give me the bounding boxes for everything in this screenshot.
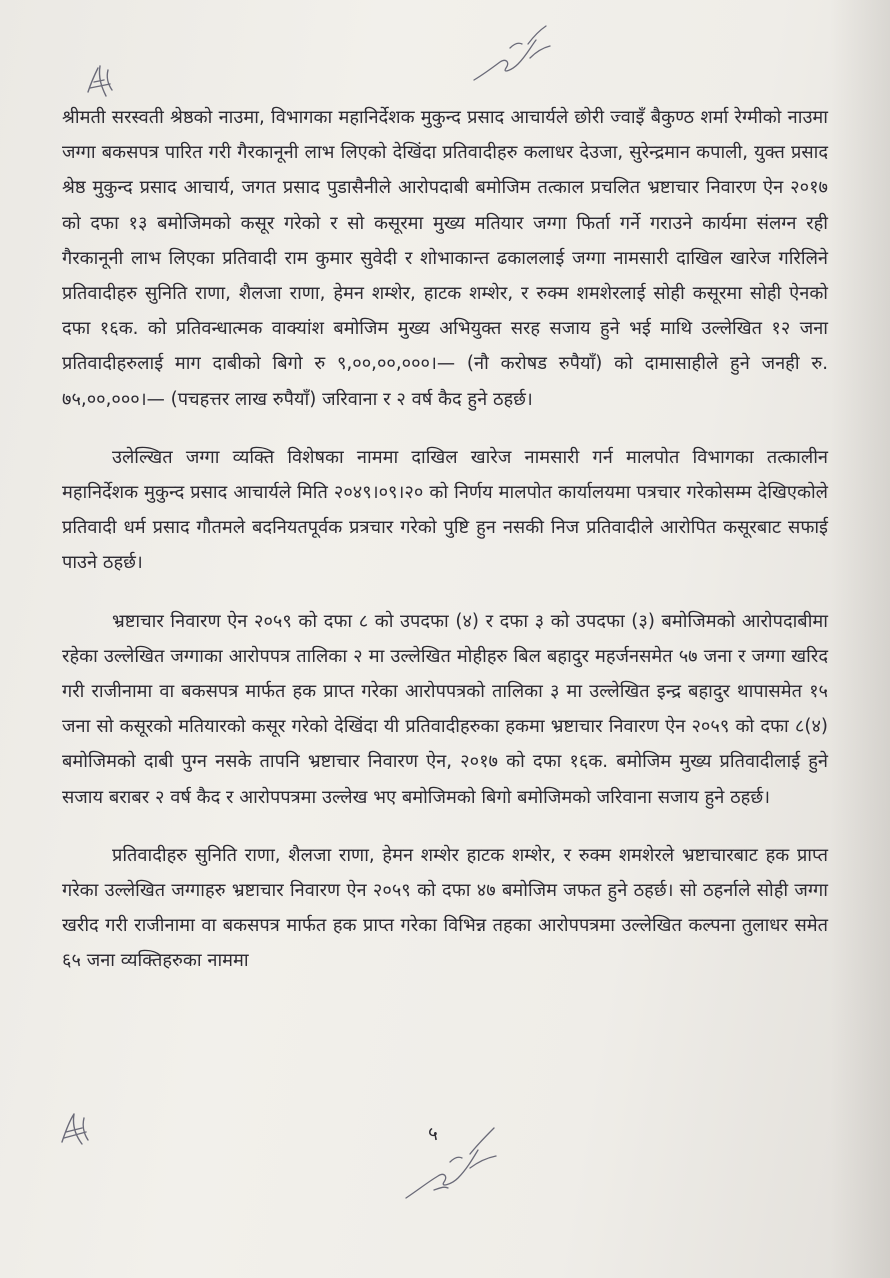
signature-top <box>470 18 560 88</box>
paragraph-4: प्रतिवादीहरु सुनिति राणा, शैलजा राणा, हेमन शम्शेर हाटक शम्शेर, र रुक्म शमशेरले भ्रष्टाचारबाट हक प्राप्त गरेका उल्लेखित जग्गाहरु भ्रष्टाचार निवारण ऐन २०५९ को दफा ४७ बमोजिम जफत हुने ठहर्छ। सो ठहर्नाले सोही जग्गा खरीद गरी राजीनामा वा बकसपत्र मार्फत हक प्राप्त गरेका विभिन्न तहका आरोपपत्रमा उल्लेखित कल्पना तुलाधर समेत ६५ जना व्यक्तिहरुका नाममा <box>62 844 828 972</box>
initial-mark-bottom-left <box>56 1108 96 1150</box>
initial-mark-top-left <box>82 62 122 102</box>
paragraph-2: उलेल्खित जग्गा व्यक्ति विशेषका नाममा दाखिल खारेज नामसारी गर्न मालपोत विभागका तत्कालीन महानिर्देशक मुकुन्द प्रसाद आचार्यले मिति २०४९।०९।२० को निर्णय मालपोत कार्यालयमा पत्रचार गरेकोसम्म देखिएकोले प्रतिवादी धर्म प्रसाद गौतमले बदनियतपूर्वक प्रत्रचार गरेको पुष्टि हुन नसकी निज प्रतिवादीले आरोपित कसूरबाट सफाई पाउने ठहर्छ। <box>62 446 828 574</box>
paragraph-3: भ्रष्टाचार निवारण ऐन २०५९ को दफा ८ को उपदफा (४) र दफा ३ को उपदफा (३) बमोजिमको आरोपदाबीमा रहेका उल्लेखित जग्गाका आरोपपत्र तालिका २ मा उल्लेखित मोहीहरु बिल बहादुर महर्जनसमेत ५७ जना र जग्गा खरिद गरी राजीनामा वा बकसपत्र मार्फत हक प्राप्त गरेका आरोपपत्रको तालिका ३ मा उल्लेखित इन्द्र बहादुर थापासमेत १५ जना सो कसूरको मतियारको कसूर गरेको देखिंदा यी प्रतिवादीहरुका हकमा भ्रष्टाचार निवारण ऐन २०५९ को दफा ८(४) बमोजिमको दाबी पुग्न नसके तापनि भ्रष्टाचार निवारण ऐन, २०१७ को दफा १६क. बमोजिम मुख्य प्रतिवादीलाई हुने सजाय बराबर २ वर्ष कैद र आरोपपत्रमा उल्लेख भए बमोजिमको बिगो बमोजिमको जरिवाना सजाय हुने ठहर्छ। <box>62 610 828 808</box>
page-shadow <box>830 0 890 1278</box>
paragraph-1: श्रीमती सरस्वती श्रेष्ठको नाउमा, विभागका महानिर्देशक मुकुन्द प्रसाद आचार्यले छोरी ज्वाइँ बैकुण्ठ शर्मा रेग्मीको नाउमा जग्गा बकसपत्र पारित गरी गैरकानूनी लाभ लिएको देखिंदा प्रतिवादीहरु कलाधर देउजा, सुरेन्द्रमान कपाली, युक्त प्रसाद श्रेष्ठ मुकुन्द प्रसाद आचार्य, जगत प्रसाद पुडासैनीले आरोपदाबी बमोजिम तत्काल प्रचलित भ्रष्टाचार निवारण ऐन २०१७ को दफा १३ बमोजिमको कसूर गरेको र सो कसूरमा मुख्य मतियार जग्गा फिर्ता गर्ने गराउने कार्यमा संलग्न रही गैरकानूनी लाभ लिएका प्रतिवादी राम कुमार सुवेदी र शोभाकान्त ढकाललाई जग्गा नामसारी दाखिल खारेज गरिलिने प्रतिवादीहरु सुनिति राणा, शैलजा राणा, हेमन शम्शेर, हाटक शम्शेर, र रुक्म शमशेरलाई सोही कसूरमा सोही ऐनको दफा १६क. को प्रतिवन्धात्मक वाक्यांश बमोजिम मुख्य अभियुक्त सरह सजाय हुने भई माथि उल्लेखित १२ जना प्रतिवादीहरुलाई माग दाबीको बिगो रु ९,००,००,०००।— (नौ करोषड रुपैयाँ) को दामासाहीले हुने जनही रु. ७५,००,०००।— (पचहत्तर लाख रुपैयाँ) जरिवाना र २ वर्ष कैद हुने ठहर्छ। <box>62 107 828 410</box>
body-text <box>62 100 828 979</box>
page-number: ५ <box>428 1123 438 1145</box>
signature-bottom <box>400 1118 510 1208</box>
